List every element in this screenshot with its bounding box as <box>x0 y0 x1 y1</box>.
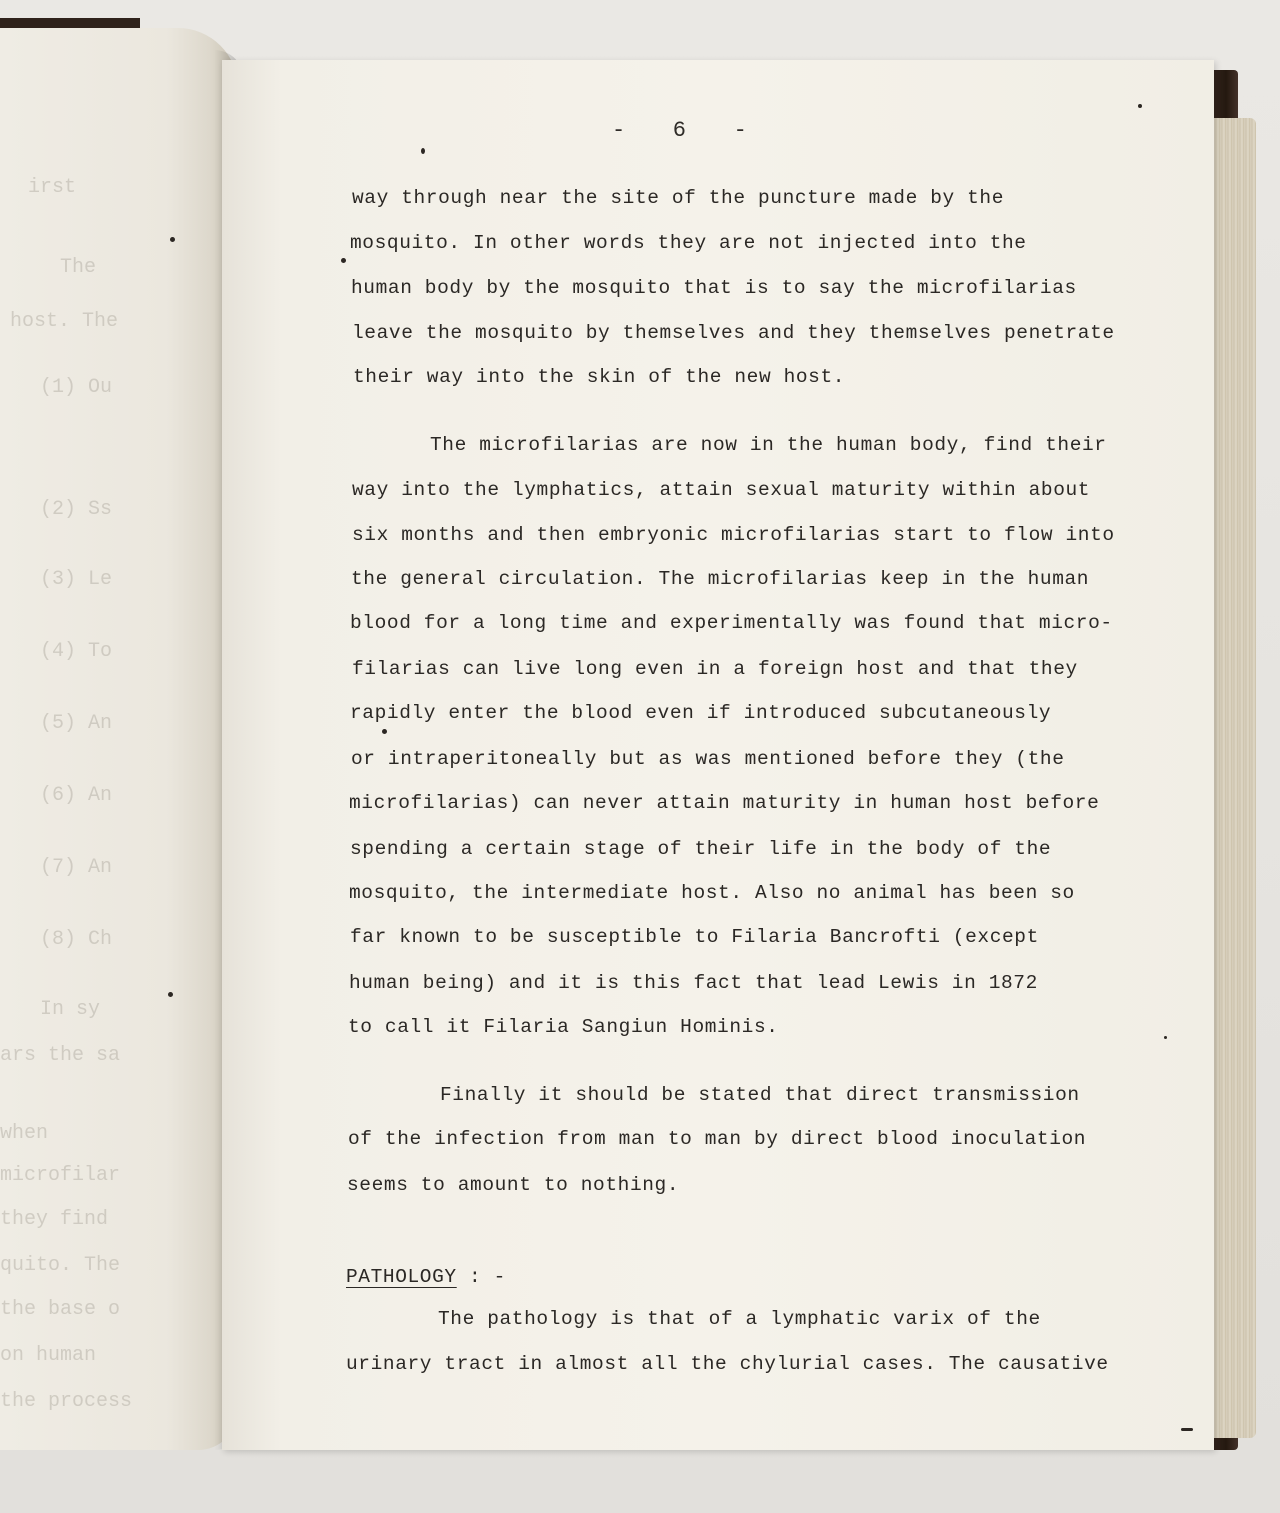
text-line: spending a certain stage of their life in the body of the <box>350 838 1052 860</box>
text-line: way through near the site of the puncture made by the <box>352 187 1005 209</box>
text-line: the general circulation. The microfilarias keep in the human <box>351 568 1090 590</box>
show-through-text: irst <box>28 176 77 199</box>
text-line: far known to be susceptible to Filaria Bancrofti (except <box>350 926 1039 948</box>
show-through-text: on human <box>0 1344 97 1367</box>
show-through-text: The <box>60 256 97 279</box>
show-through-text: (5) An <box>40 712 113 735</box>
show-through-text: microfilar <box>0 1164 121 1187</box>
text-line: way into the lymphatics, attain sexual maturity within about <box>352 479 1091 501</box>
show-through-text: (7) An <box>40 856 113 879</box>
show-through-text: the base o <box>0 1298 121 1321</box>
page-number: - 6 - <box>612 118 749 143</box>
text-line: seems to amount to nothing. <box>347 1174 680 1196</box>
text-line: mosquito. In other words they are not injected into the <box>350 232 1027 254</box>
text-line: blood for a long time and experimentally was found that micro- <box>350 612 1113 634</box>
text-line: six months and then embryonic microfilarias start to flow into <box>352 524 1115 546</box>
text-line: of the infection from man to man by direct blood inoculation <box>348 1128 1087 1150</box>
section-heading-suffix: : - <box>456 1266 506 1288</box>
text-line: rapidly enter the blood even if introduced subcutaneously <box>350 702 1052 724</box>
show-through-text: they find <box>0 1208 109 1231</box>
show-through-text: the process <box>0 1390 133 1413</box>
text-line: microfilarias) can never attain maturity in human host before <box>349 792 1100 814</box>
show-through-text: host. The <box>10 310 119 333</box>
text-line: filarias can live long even in a foreign host and that they <box>352 658 1078 680</box>
show-through-text: (3) Le <box>40 568 113 591</box>
text-line: The pathology is that of a lymphatic varix of the <box>438 1308 1041 1330</box>
show-through-text: In sy <box>40 998 101 1021</box>
ink-speck <box>1181 1428 1193 1431</box>
text-line: Finally it should be stated that direct transmission <box>440 1084 1080 1106</box>
show-through-text: (2) Ss <box>40 498 113 521</box>
show-through-text: when <box>0 1122 49 1145</box>
ink-speck <box>1164 1036 1167 1039</box>
section-heading-title: PATHOLOGY <box>346 1266 457 1288</box>
text-line: urinary tract in almost all the chylurial cases. The causative <box>346 1353 1109 1375</box>
show-through-text: (8) Ch <box>40 928 113 951</box>
ink-speck <box>168 992 173 997</box>
section-heading <box>346 1266 506 1288</box>
ink-speck <box>341 258 346 263</box>
text-line: leave the mosquito by themselves and they themselves penetrate <box>352 322 1115 344</box>
text-line: or intraperitoneally but as was mentioned before they (the <box>351 748 1065 770</box>
left-page <box>0 28 238 1450</box>
ink-speck <box>382 729 387 734</box>
show-through-text: (6) An <box>40 784 113 807</box>
text-line: mosquito, the intermediate host. Also no animal has been so <box>349 882 1075 904</box>
show-through-text: ars the sa <box>0 1044 121 1067</box>
show-through-text: (4) To <box>40 640 113 663</box>
text-line: The microfilarias are now in the human body, find their <box>430 434 1107 456</box>
text-line: human body by the mosquito that is to say the microfilarias <box>351 277 1077 299</box>
text-line: to call it Filaria Sangiun Hominis. <box>348 1016 779 1038</box>
ink-speck <box>421 148 425 154</box>
show-through-text: quito. The <box>0 1254 121 1277</box>
text-line: their way into the skin of the new host. <box>353 366 846 388</box>
ink-speck <box>170 237 175 242</box>
ink-speck <box>1138 104 1142 108</box>
text-line: human being) and it is this fact that lead Lewis in 1872 <box>349 972 1038 994</box>
show-through-text: (1) Ou <box>40 376 113 399</box>
